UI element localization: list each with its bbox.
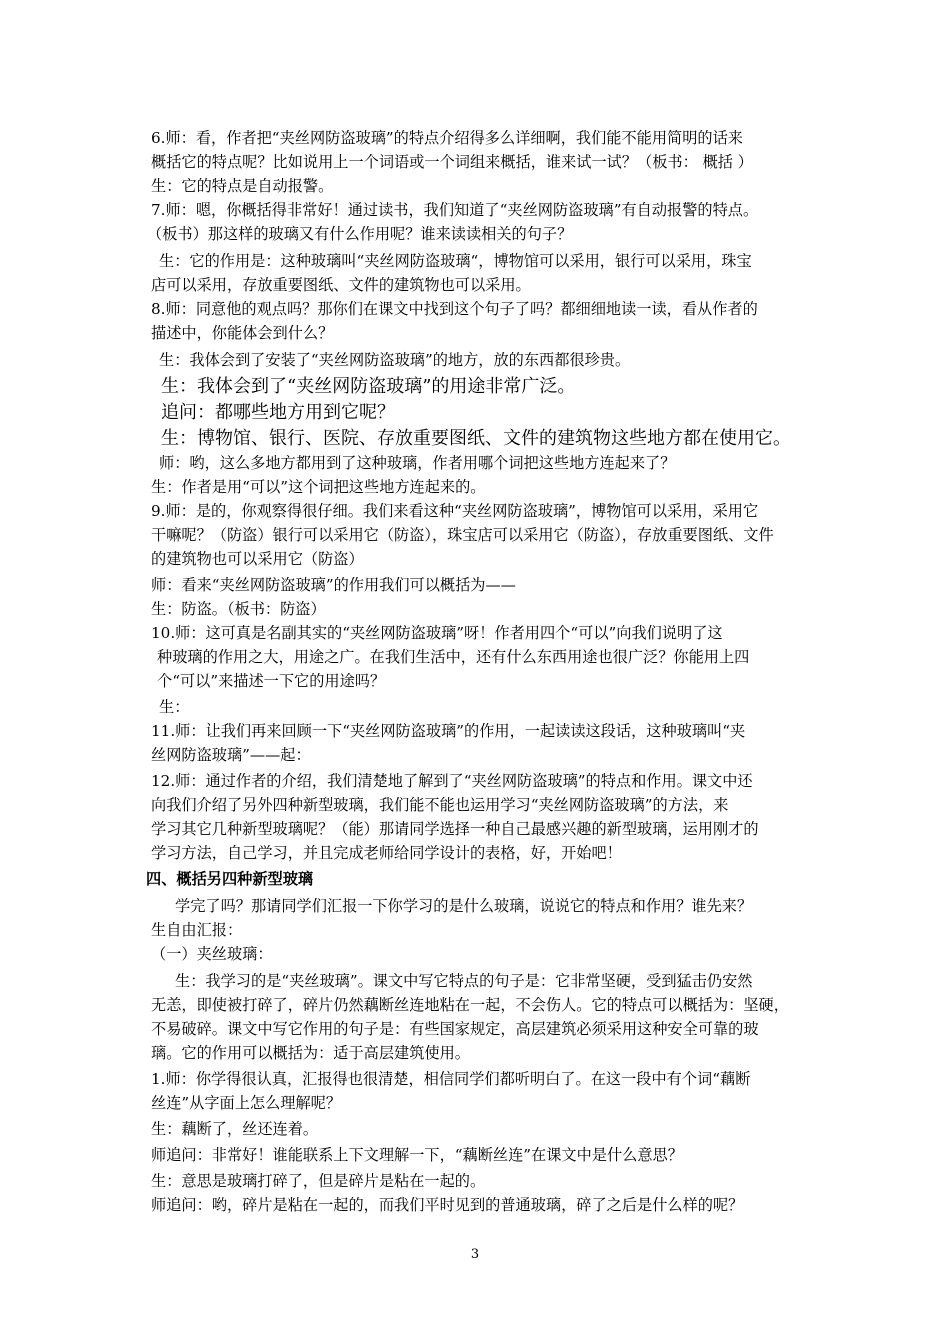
text-line: 店可以采用，存放重要图纸、文件的建筑物也可以采用。 <box>151 276 531 294</box>
text-line: 生： <box>159 698 190 716</box>
text-line: 丝连”从字面上怎么理解呢？ <box>151 1094 342 1112</box>
text-line: 干嘛呢？（防盗）银行可以采用它（防盗），珠宝店可以采用它（防盗），存放重要图纸、文件 <box>151 526 774 544</box>
text-line: 生：博物馆、银行、医院、存放重要图纸、文件的建筑物这些地方都在使用它。 <box>161 428 791 449</box>
text-line: 8.师：同意他的观点吗？那你们在课文中找到这个句子了吗？都细细地读一读，看从作者的 <box>151 300 758 318</box>
text-line: 师追问：非常好！谁能联系上下文理解一下，“藕断丝连”在课文中是什么意思？ <box>151 1146 683 1164</box>
page-number: 3 <box>470 1247 480 1262</box>
text-line: 描述中，你能体会到什么？ <box>151 324 334 342</box>
text-line: 10.师：这可真是名副其实的“夹丝网防盗玻璃”呀！作者用四个“可以”向我们说明了这 <box>151 624 723 642</box>
text-line: 1.师：你学得很认真，汇报得也很清楚，相信同学们都听明白了。在这一段中有个词“藕断 <box>151 1070 751 1088</box>
text-line: 7.师：嗯，你概括得非常好！通过读书，我们知道了“夹丝网防盗玻璃”有自动报警的特点。 <box>151 201 759 219</box>
text-line: 9.师：是的，你观察得很仔细。我们来看这种“夹丝网防盗玻璃”，博物馆可以采用，采用它 <box>151 502 759 520</box>
text-line: （板书）那这样的玻璃又有什么作用呢？谁来读读相关的句子？ <box>147 225 573 243</box>
section-heading: 四、概括另四种新型玻璃 <box>146 870 314 888</box>
text-line: 学习方法，自己学习，并且完成老师给同学设计的表格，好，开始吧！ <box>151 844 622 862</box>
text-line: 生：作者是用“可以”这个词把这些地方连起来的。 <box>151 478 486 496</box>
text-line: 生：它的作用是：这种玻璃叫“夹丝网防盗玻璃“，博物馆可以采用，银行可以采用，珠宝 <box>159 252 752 270</box>
text-line: 11.师：让我们再来回顾一下“夹丝网防盗玻璃”的作用，一起读读这段话，这种玻璃叫“夹 <box>151 722 746 740</box>
text-line: 生：防盗。（板书：防盗） <box>151 600 326 618</box>
text-line: 璃。它的作用可以概括为：适于高层建筑使用。 <box>151 1044 470 1062</box>
text-line: 的建筑物也可以采用它（防盗） <box>151 550 364 568</box>
text-line: 生：我学习的是“夹丝玻璃”。课文中写它特点的句子是：它非常坚硬，受到猛击仍安然 <box>175 972 753 990</box>
text-line: 无恙，即使被打碎了，碎片仍然藕断丝连地粘在一起，不会伤人。它的特点可以概括为：坚硬， <box>151 996 789 1014</box>
text-line: 师：哟，这么多地方都用到了这种玻璃，作者用哪个词把这些地方连起来了？ <box>159 454 676 472</box>
text-line: 生自由汇报： <box>151 921 243 939</box>
text-line: 向我们介绍了另外四种新型玻璃，我们能不能也运用学习“夹丝网防盗玻璃”的方法，来 <box>151 796 729 814</box>
text-line: 种玻璃的作用之大，用途之广。在我们生活中，还有什么东西用途也很广泛？你能用上四 <box>157 648 750 666</box>
text-line: 不易破碎。课文中写它作用的句子是：有些国家规定，高层建筑必须采用这种安全可靠的玻 <box>151 1020 759 1038</box>
text-line: 生：我体会到了安装了“夹丝网防盗玻璃”的地方，放的东西都很珍贵。 <box>159 351 631 369</box>
text-line: 丝网防盗玻璃”——起： <box>151 746 311 764</box>
text-line: 追问：都哪些地方用到它呢？ <box>161 402 395 423</box>
text-line: 生：我体会到了“夹丝网防盗玻璃”的用途非常广泛。 <box>161 376 576 397</box>
text-line: （一）夹丝玻璃： <box>151 945 273 963</box>
text-line: 学完了吗？那请同学们汇报一下你学习的是什么玻璃，说说它的特点和作用？谁先来？ <box>175 897 753 915</box>
text-line: 师追问：哟，碎片是粘在一起的，而我们平时见到的普通玻璃，碎了之后是什么样的呢？ <box>151 1196 744 1214</box>
text-line: 生：藕断了，丝还连着。 <box>151 1120 319 1138</box>
text-line: 师：看来“夹丝网防盗玻璃”的作用我们可以概括为—— <box>151 576 516 594</box>
text-line: 生：意思是玻璃打碎了，但是碎片是粘在一起的。 <box>151 1172 486 1190</box>
text-line: 概括它的特点呢？比如说用上一个词语或一个词组来概括，谁来试一试？（板书： 概括 ） <box>151 153 753 171</box>
text-line: 个“可以”来描述一下它的用途吗？ <box>157 672 386 690</box>
text-line: 12.师：通过作者的介绍，我们清楚地了解到了“夹丝网防盗玻璃”的特点和作用。课文中还 <box>151 772 753 790</box>
text-line: 生：它的特点是自动报警。 <box>151 177 334 195</box>
text-line: 学习其它几种新型玻璃呢？（能）那请同学选择一种自己最感兴趣的新型玻璃，运用刚才的 <box>151 820 759 838</box>
text-line: 6.师：看，作者把“夹丝网防盗玻璃”的特点介绍得多么详细啊，我们能不能用简明的话来 <box>151 129 743 147</box>
